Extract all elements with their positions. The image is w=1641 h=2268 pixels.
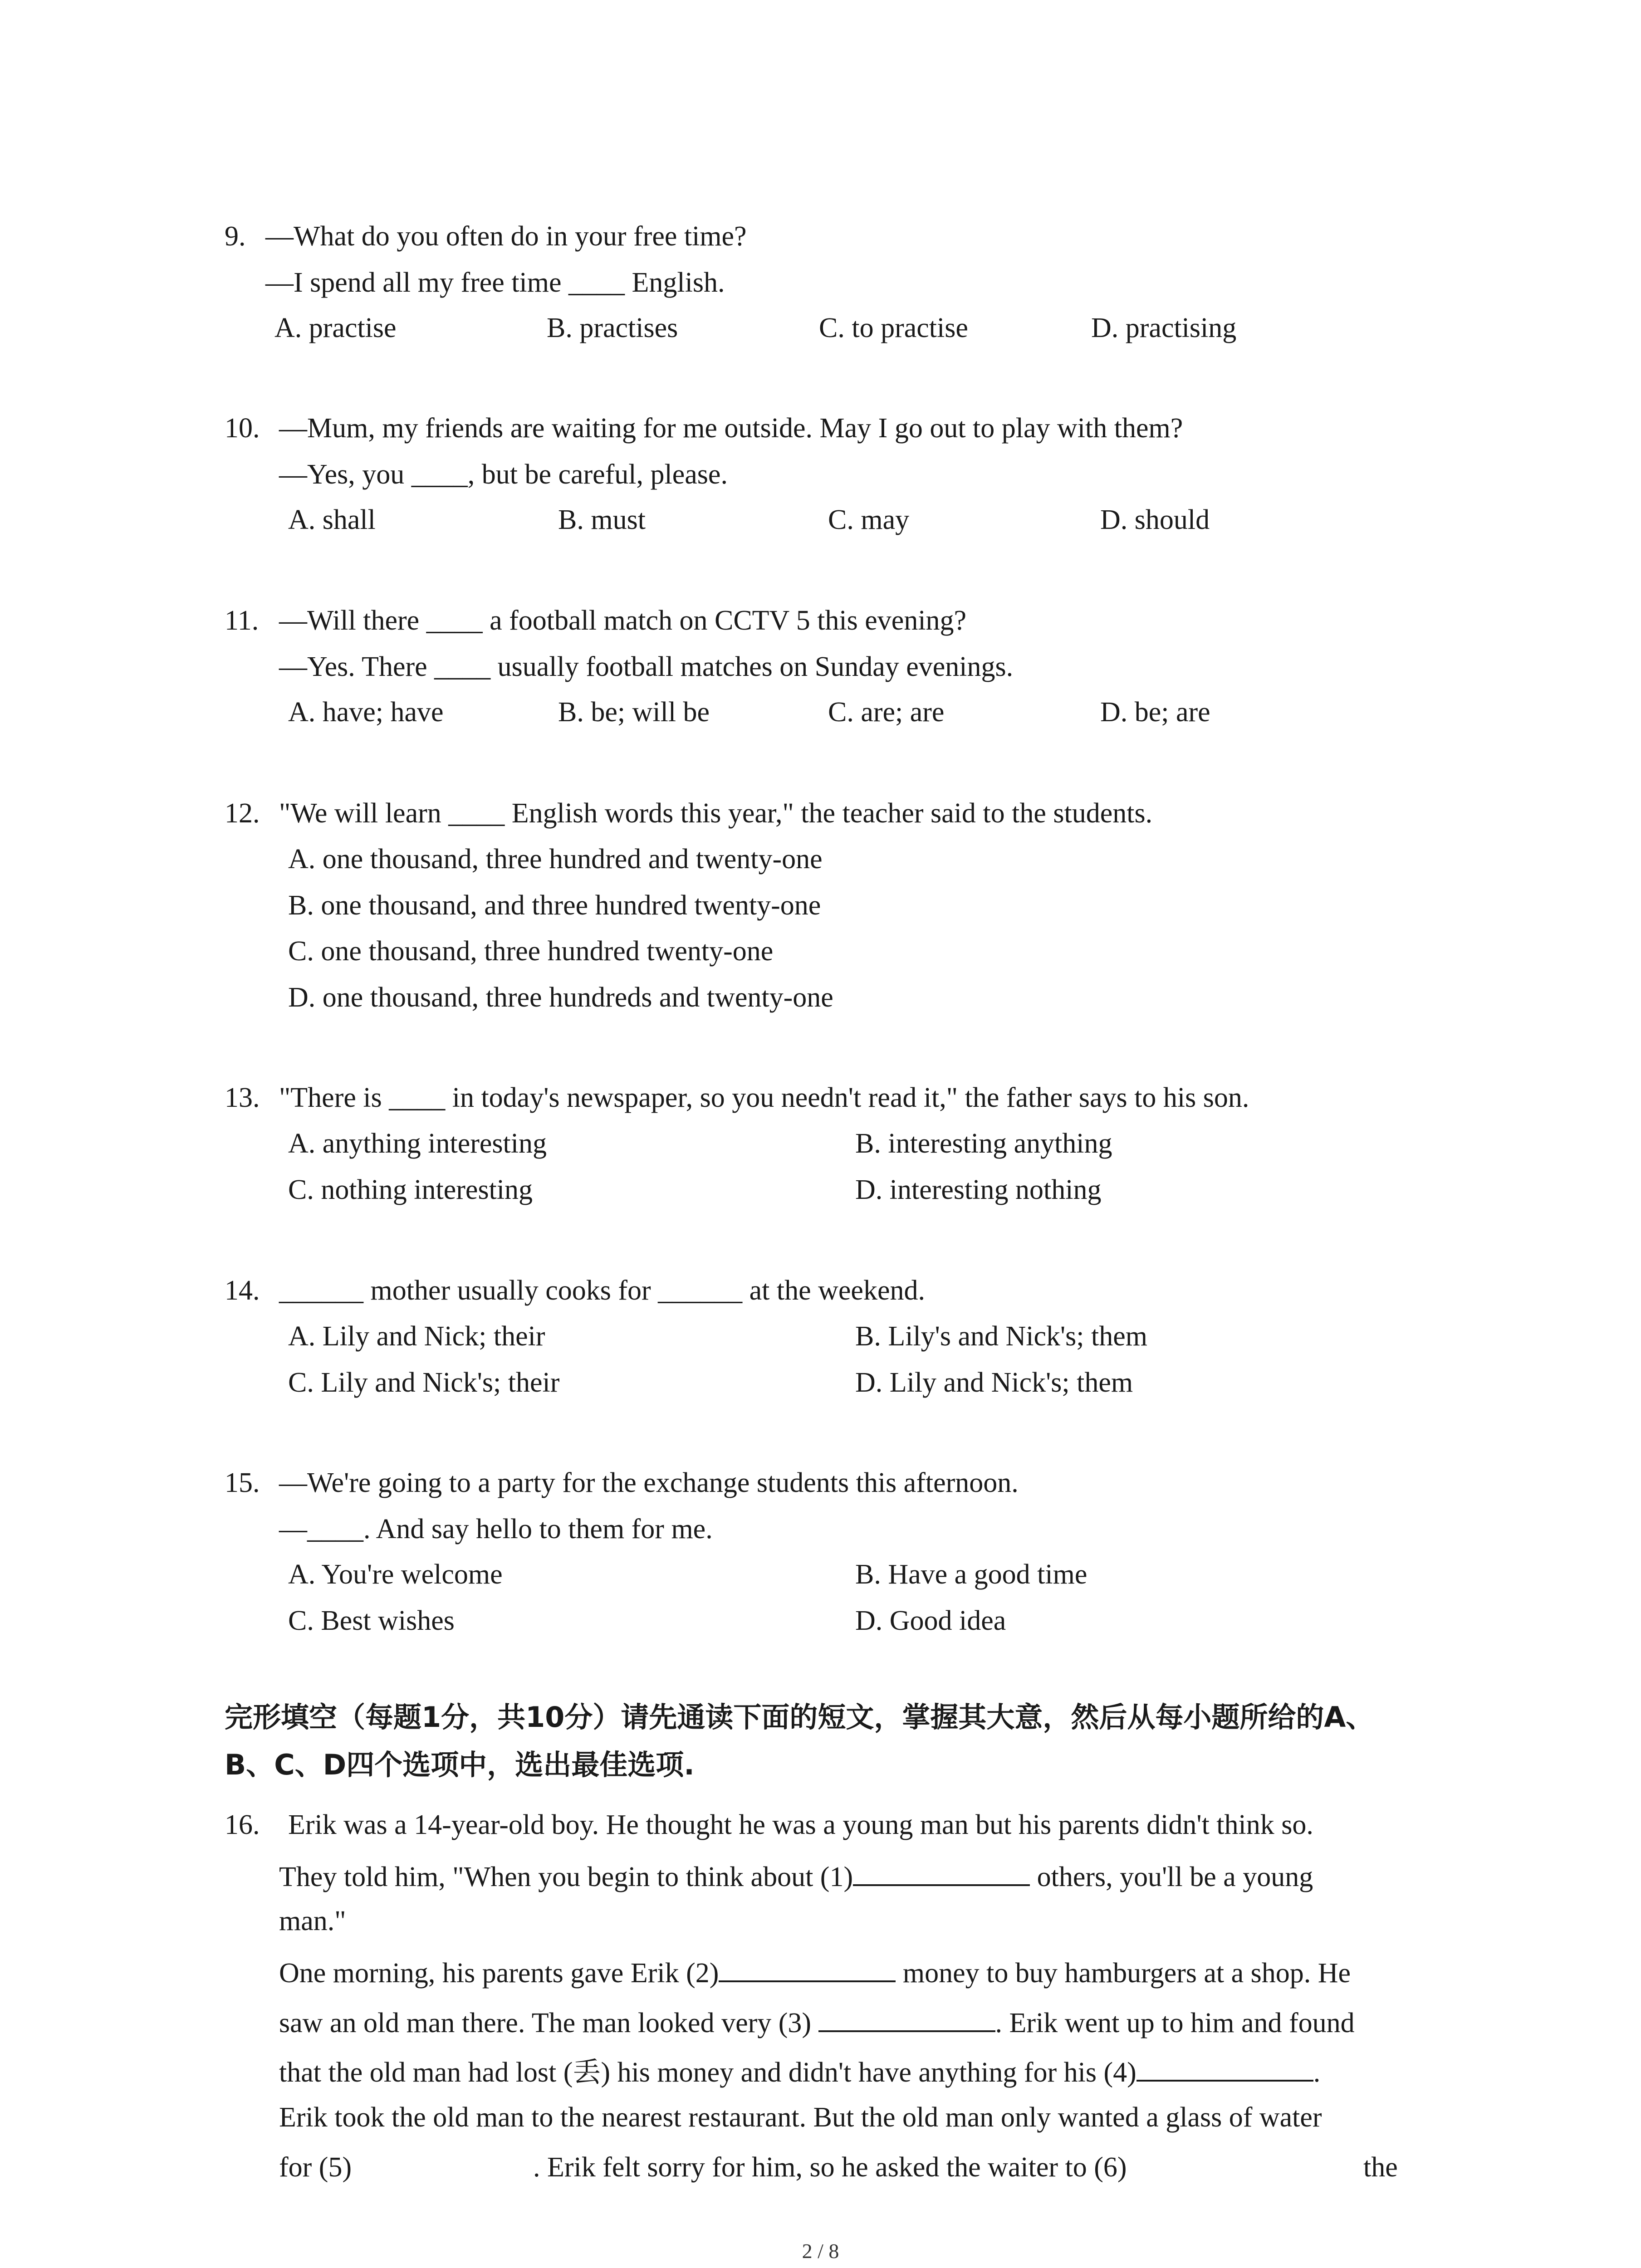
passage-text: . Erik went up to him and found bbox=[995, 2008, 1355, 2038]
page-number: 2 / 8 bbox=[802, 2239, 839, 2263]
passage-text: . bbox=[1313, 2057, 1321, 2088]
question-stem: —I spend all my free time ____ English. bbox=[265, 267, 725, 298]
option-a: A. You're welcome bbox=[288, 1559, 503, 1590]
passage-line bbox=[279, 2056, 1320, 2087]
passage-text: that the old man had lost (丢) his money and didn't have anything for his (4) bbox=[279, 2057, 1136, 2088]
passage-text: others, you'll be a young bbox=[1030, 1862, 1313, 1892]
passage-text: They told him, "When you begin to think about (1) bbox=[279, 1862, 853, 1892]
option-a: A. anything interesting bbox=[288, 1128, 547, 1159]
blank-4 bbox=[1136, 2056, 1313, 2082]
question-stem: —Yes. There ____ usually football matches on Sunday evenings. bbox=[279, 651, 1014, 682]
blank-3 bbox=[818, 2007, 995, 2032]
passage-line: Erik was a 14-year-old boy. He thought he was a young man but his parents didn't think so. bbox=[288, 1809, 1313, 1840]
blank-1 bbox=[853, 1861, 1030, 1886]
option-a: A. practise bbox=[274, 313, 397, 343]
blank-2 bbox=[719, 1957, 896, 1982]
option-d: D. one thousand, three hundreds and twenty-one bbox=[288, 982, 833, 1013]
option-a: A. Lily and Nick; their bbox=[288, 1321, 545, 1352]
passage-text: saw an old man there. The man looked very (3) bbox=[279, 2008, 818, 2038]
question-stem: —We're going to a party for the exchange students this afternoon. bbox=[279, 1467, 1019, 1498]
passage-line bbox=[279, 2153, 1450, 2181]
option-b: B. practises bbox=[547, 313, 678, 343]
question-stem: —Yes, you ____, but be careful, please. bbox=[279, 459, 728, 490]
passage-line: man." bbox=[279, 1906, 346, 1936]
section-title-cloze-cont: B、C、D四个选项中，选出最佳选项. bbox=[225, 1748, 695, 1781]
question-number: 12. bbox=[225, 798, 260, 829]
option-b: B. interesting anything bbox=[855, 1128, 1112, 1159]
question-number: 11. bbox=[225, 605, 259, 636]
option-d: D. be; are bbox=[1100, 697, 1210, 728]
question-number: 15. bbox=[225, 1467, 260, 1498]
question-number: 9. bbox=[225, 221, 246, 252]
passage-line: Erik took the old man to the nearest restaurant. But the old man only wanted a glass of water bbox=[279, 2102, 1322, 2133]
passage-line bbox=[279, 1957, 1351, 1987]
question-stem: "We will learn ____ English words this year," the teacher said to the students. bbox=[279, 798, 1153, 829]
section-title-cloze: 完形填空（每题1分，共10分）请先通读下面的短文，掌握其大意，然后从每小题所给的A、 bbox=[225, 1701, 1374, 1734]
option-a: A. one thousand, three hundred and twenty-one bbox=[288, 844, 823, 875]
option-d: D. Lily and Nick's; them bbox=[855, 1367, 1133, 1398]
question-stem: —Mum, my friends are waiting for me outside. May I go out to play with them? bbox=[279, 413, 1183, 444]
passage-line bbox=[279, 2007, 1355, 2037]
option-c: C. one thousand, three hundred twenty-one bbox=[288, 936, 774, 967]
option-d: D. should bbox=[1100, 504, 1210, 535]
question-stem: —What do you often do in your free time? bbox=[265, 221, 747, 252]
option-c: C. to practise bbox=[819, 313, 968, 343]
option-c: C. Best wishes bbox=[288, 1605, 455, 1636]
question-stem: —____. And say hello to them for me. bbox=[279, 1514, 713, 1545]
option-b: B. one thousand, and three hundred twenty-one bbox=[288, 890, 821, 921]
question-number: 16. bbox=[225, 1809, 260, 1840]
question-stem: —Will there ____ a football match on CCTV 5 this evening? bbox=[279, 605, 967, 636]
question-number: 13. bbox=[225, 1082, 260, 1113]
question-number: 14. bbox=[225, 1275, 260, 1306]
option-d: D. Good idea bbox=[855, 1605, 1006, 1636]
option-b: B. be; will be bbox=[558, 697, 710, 728]
option-c: C. nothing interesting bbox=[288, 1174, 533, 1205]
option-c: C. Lily and Nick's; their bbox=[288, 1367, 560, 1398]
passage-line bbox=[279, 1861, 1313, 1891]
option-d: D. interesting nothing bbox=[855, 1174, 1102, 1205]
passage-text: for (5) bbox=[279, 2152, 352, 2183]
option-c: C. are; are bbox=[828, 697, 945, 728]
passage-text: the bbox=[1363, 2152, 1398, 2183]
option-a: A. shall bbox=[288, 504, 376, 535]
passage-text: money to buy hamburgers at a shop. He bbox=[896, 1958, 1351, 1989]
option-c: C. may bbox=[828, 504, 910, 535]
option-b: B. Have a good time bbox=[855, 1559, 1087, 1590]
question-stem: "There is ____ in today's newspaper, so you needn't read it," the father says to his son. bbox=[279, 1082, 1249, 1113]
option-a: A. have; have bbox=[288, 697, 444, 728]
passage-text: One morning, his parents gave Erik (2) bbox=[279, 1958, 719, 1989]
question-number: 10. bbox=[225, 413, 260, 444]
option-d: D. practising bbox=[1091, 313, 1237, 343]
option-b: B. must bbox=[558, 504, 646, 535]
passage-text: . Erik felt sorry for him, so he asked the waiter to (6) bbox=[533, 2152, 1127, 2183]
question-stem: ______ mother usually cooks for ______ at the weekend. bbox=[279, 1275, 925, 1306]
option-b: B. Lily's and Nick's; them bbox=[855, 1321, 1148, 1352]
